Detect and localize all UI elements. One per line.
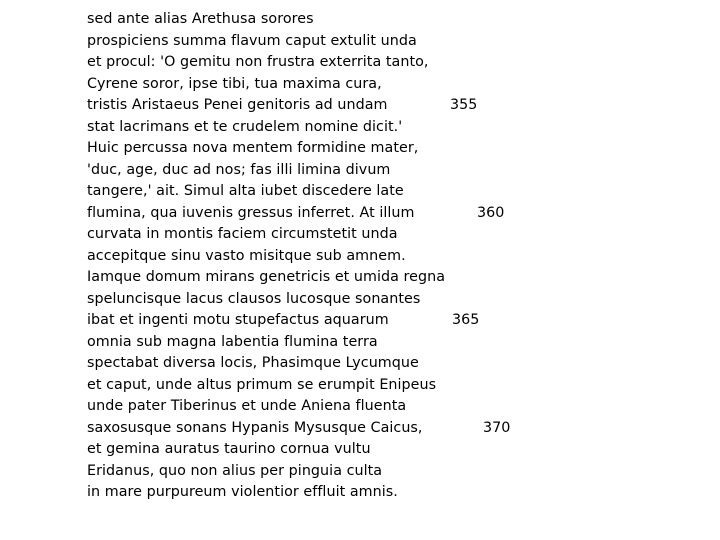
verse-text: Iamque domum mirans genetricis et umida regna bbox=[87, 269, 446, 285]
line-number: 360 bbox=[477, 204, 505, 221]
poem-text bbox=[87, 9, 687, 504]
verse-line bbox=[87, 203, 687, 225]
verse-text: stat lacrimans et te crudelem nomine dicit.' bbox=[87, 118, 403, 135]
verse-text: tristis Aristaeus Penei genitoris ad undam bbox=[87, 97, 388, 113]
verse-text: et procul: 'O gemitu non frustra exterrita tanto, bbox=[87, 54, 429, 70]
verse-text: sed ante alias Arethusa sorores bbox=[87, 11, 314, 27]
verse-text: et gemina auratus taurino cornua vultu bbox=[87, 441, 371, 457]
verse-text: prospiciens summa flavum caput extulit unda bbox=[87, 32, 417, 49]
verse-line bbox=[87, 375, 687, 397]
verse-line bbox=[87, 332, 687, 354]
verse-line bbox=[87, 439, 687, 461]
line-number: 370 bbox=[483, 419, 511, 436]
verse-text: ibat et ingenti motu stupefactus aquarum bbox=[87, 312, 389, 328]
verse-line bbox=[87, 74, 687, 96]
verse-line bbox=[87, 138, 687, 160]
verse-line bbox=[87, 246, 687, 268]
verse-line bbox=[87, 289, 687, 311]
verse-text: Cyrene soror, ipse tibi, tua maxima cura, bbox=[87, 75, 382, 92]
verse-line bbox=[87, 418, 687, 440]
verse-text: Huic percussa nova mentem formidine mater, bbox=[87, 140, 419, 156]
verse-text: omnia sub magna labentia flumina terra bbox=[87, 333, 378, 350]
verse-text: unde pater Tiberinus et unde Aniena fluenta bbox=[87, 398, 407, 414]
verse-line bbox=[87, 95, 687, 117]
verse-line bbox=[87, 117, 687, 139]
line-number: 365 bbox=[452, 312, 480, 328]
verse-text: 'duc, age, duc ad nos; fas illi limina divum bbox=[87, 161, 391, 178]
verse-text: saxosusque sonans Hypanis Mysusque Caicus, bbox=[87, 419, 423, 436]
verse-text: in mare purpureum violentior effluit amnis. bbox=[87, 484, 398, 500]
verse-line bbox=[87, 461, 687, 483]
verse-text: speluncisque lacus clausos lucosque sonantes bbox=[87, 290, 421, 307]
verse-text: accepitque sinu vasto misitque sub amnem. bbox=[87, 247, 406, 264]
verse-line bbox=[87, 396, 687, 418]
verse-line bbox=[87, 353, 687, 375]
verse-line bbox=[87, 181, 687, 203]
verse-line bbox=[87, 267, 687, 289]
verse-line bbox=[87, 224, 687, 246]
verse-text: et caput, unde altus primum se erumpit Enipeus bbox=[87, 376, 437, 393]
verse-line bbox=[87, 52, 687, 74]
verse-line bbox=[87, 310, 687, 332]
verse-text: tangere,' ait. Simul alta iubet discedere late bbox=[87, 183, 404, 199]
verse-line bbox=[87, 31, 687, 53]
line-number: 355 bbox=[450, 97, 478, 113]
verse-text: Eridanus, quo non alius per pinguia culta bbox=[87, 462, 383, 479]
verse-text: curvata in montis faciem circumstetit unda bbox=[87, 226, 398, 242]
verse-text: spectabat diversa locis, Phasimque Lycumque bbox=[87, 355, 419, 371]
verse-line bbox=[87, 482, 687, 504]
verse-text: flumina, qua iuvenis gressus inferret. At illum bbox=[87, 204, 415, 221]
verse-line bbox=[87, 9, 687, 31]
verse-line bbox=[87, 160, 687, 182]
